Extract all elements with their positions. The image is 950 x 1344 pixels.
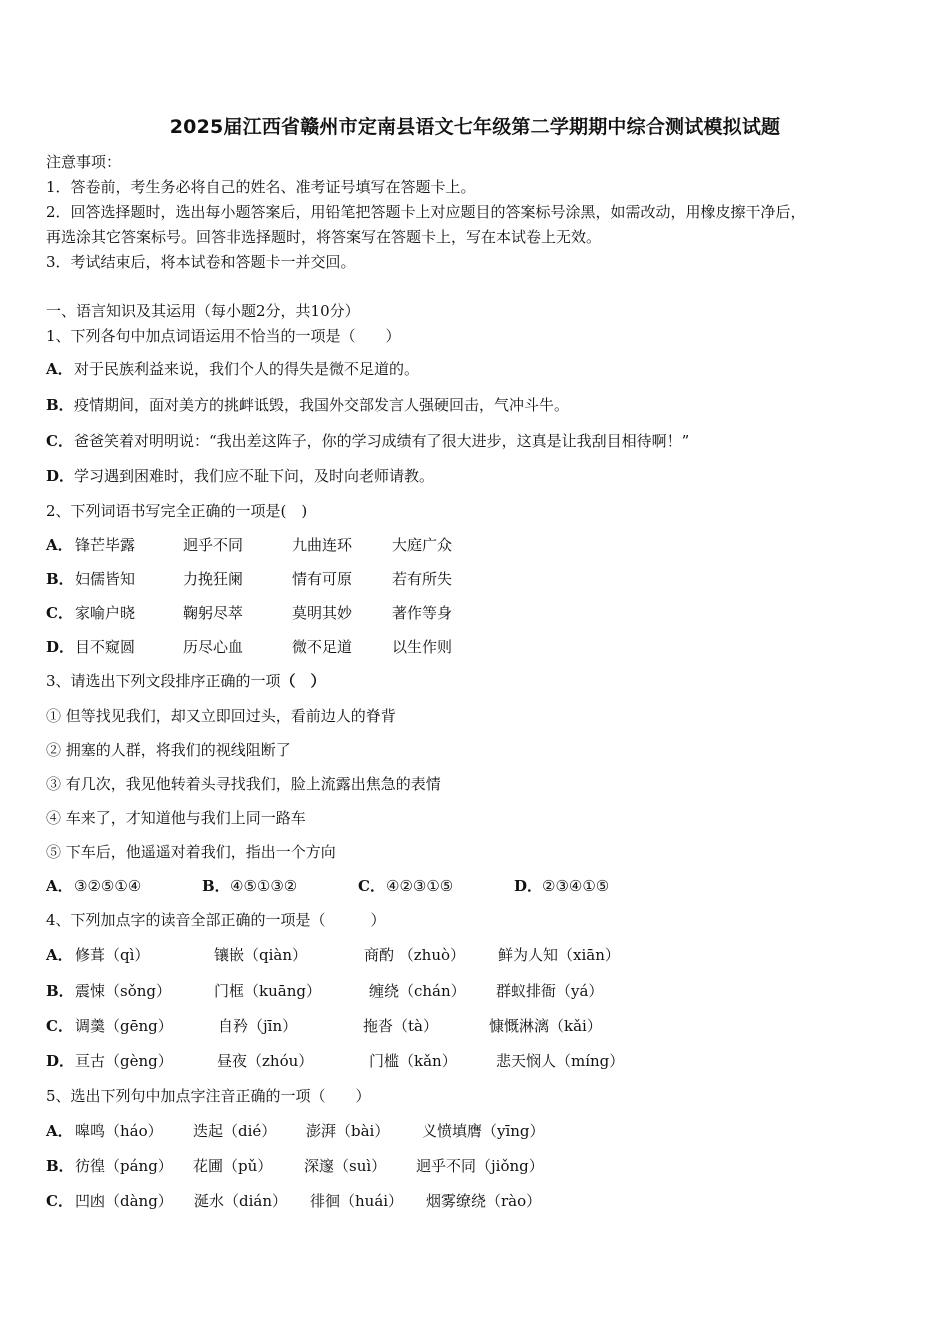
option-label: A． [46,536,73,554]
question-1-option-c [46,431,689,451]
option-label: D． [46,1052,75,1070]
word: 调羹（gēng） [75,1017,173,1035]
word: 目不窥圆 [75,638,136,656]
option-text: 爸爸笑着对明明说：“我出差这阵子，你的学习成绩有了很大进步，这真是让我刮目相待啊！” [74,432,690,450]
question-3-option-a [46,876,141,896]
word: 门框（kuāng） [214,982,321,1000]
question-2-option-c [46,603,74,623]
word: 缠绕（chán） [369,982,466,1000]
word: 莫明其妙 [292,604,353,622]
option-label: B． [46,982,74,1000]
word: 九曲连环 [292,536,353,554]
option-label: A． [46,877,73,895]
option-text: 疫情期间，面对美方的挑衅诋毁，我国外交部发言人强硬回击，气冲斗牛。 [74,396,570,414]
word: 修葺（qì） [75,946,150,964]
question-5-option-c [46,1191,74,1211]
question-3-sentence-2: ② 拥塞的人群，将我们的视线阻断了 [46,741,291,759]
word: 嗥鸣（háo） [75,1122,163,1140]
option-label: C． [46,432,73,450]
word: 大庭广众 [392,536,453,554]
word: 义愤填膺（yīng） [422,1122,545,1140]
question-4-option-a [46,945,74,965]
option-label: A． [46,1122,73,1140]
notice-item-2-line-1: 2．回答选择题时，选出每小题答案后，用铅笔把答题卡上对应题目的答案标号涂黑，如需改动，用橡皮擦干净后， [46,203,806,221]
option-label: C． [46,604,73,622]
option-label: C． [46,1192,73,1210]
option-label: D． [514,877,543,895]
option-label: A． [46,946,73,964]
option-label: B． [46,1157,74,1175]
question-5-option-a [46,1121,74,1141]
question-3-sentence-3: ③ 有几次，我见他转着头寻找我们，脸上流露出焦急的表情 [46,775,441,793]
question-1-option-d [46,466,434,486]
question-1-option-b [46,395,569,415]
word: 著作等身 [392,604,453,622]
word: 彷徨（páng） [75,1157,173,1175]
word: 涎水（dián） [194,1192,288,1210]
word: 拖沓（tà） [363,1017,438,1035]
question-2-option-b [46,569,74,589]
question-3-option-c [358,876,453,896]
word: 情有可原 [292,570,353,588]
question-2-option-a [46,535,74,555]
word: 微不足道 [292,638,353,656]
question-3-sentence-5: ⑤ 下车后，他遥遥对着我们，指出一个方向 [46,843,336,861]
question-1-stem: 1、下列各句中加点词语运用不恰当的一项是（ ） [46,327,401,345]
word: 自矜（jīn） [218,1017,298,1035]
question-1-option-a [46,359,419,379]
word: 门槛（kǎn） [369,1052,457,1070]
question-3-sentence-1: ① 但等找见我们，却又立即回过头，看前边人的脊背 [46,707,396,725]
word: 花圃（pǔ） [193,1157,273,1175]
word: 澎湃（bài） [306,1122,390,1140]
question-4-option-b [46,981,74,1001]
option-label: B． [202,877,230,895]
option-label: C． [46,1017,73,1035]
word: 慷慨淋漓（kǎi） [489,1017,602,1035]
word: 亘古（gèng） [75,1052,173,1070]
word: 妇儒皆知 [75,570,136,588]
word: 昼夜（zhóu） [217,1052,314,1070]
word: 家喻户晓 [75,604,136,622]
word: 徘徊（huái） [310,1192,404,1210]
section-heading: 一、语言知识及其运用（每小题2分，共10分） [46,302,360,320]
word: 力挽狂阑 [183,570,244,588]
word: 迭起（dié） [193,1122,277,1140]
notice-item-3: 3．考试结束后，将本试卷和答题卡一并交回。 [46,253,356,271]
stem-text: 3、请选出下列文段排序正确的一项 [46,672,281,690]
page-title: 2025届江西省赣州市定南县语文七年级第二学期期中综合测试模拟试题 [169,116,781,138]
option-label: B． [46,396,74,414]
notice-item-1: 1．答卷前，考生务必将自己的姓名、准考证号填写在答题卡上。 [46,178,476,196]
option-label: D． [46,467,75,485]
option-text: ④②③①⑤ [386,877,454,895]
word: 深邃（suì） [304,1157,387,1175]
word: 迥乎不同 [183,536,244,554]
option-text: ③②⑤①④ [74,877,142,895]
word: 以生作则 [392,638,453,656]
word: 镶嵌（qiàn） [214,946,308,964]
option-text: 学习遇到困难时，我们应不耻下问，及时向老师请教。 [74,467,435,485]
word: 震悚（sǒng） [75,982,171,1000]
question-3-option-d [514,876,609,896]
word: 烟雾缭绕（rào） [426,1192,542,1210]
word: 群蚁排衙（yá） [496,982,604,1000]
question-2-option-d [46,637,74,657]
question-5-stem: 5、选出下列句中加点字注音正确的一项（ ） [46,1087,371,1105]
word: 鞠躬尽萃 [183,604,244,622]
word: 历尽心血 [183,638,244,656]
word: 商酌 （zhuò） [364,946,466,964]
question-4-option-d [46,1051,74,1071]
option-label: D． [46,638,75,656]
option-text: ④⑤①③② [230,877,298,895]
notice-heading: 注意事项： [46,153,122,171]
question-3-stem [46,671,326,691]
option-label: A． [46,360,73,378]
option-text: 对于民族利益来说，我们个人的得失是微不足道的。 [74,360,420,378]
question-3-option-b [202,876,297,896]
question-3-sentence-4: ④ 车来了，才知道他与我们上同一路车 [46,809,306,827]
option-label: C． [358,877,385,895]
stem-paren: （ ） [280,672,326,690]
question-2-stem: 2、下列词语书写完全正确的一项是( ) [46,502,308,520]
word: 若有所失 [392,570,453,588]
notice-item-2-line-2: 再选涂其它答案标号。回答非选择题时，将答案写在答题卡上，写在本试卷上无效。 [46,228,602,246]
word: 凹凼（dàng） [75,1192,173,1210]
question-4-stem: 4、下列加点字的读音全部正确的一项是（ ） [46,911,386,929]
option-label: B． [46,570,74,588]
question-4-option-c [46,1016,74,1036]
word: 鲜为人知（xiān） [498,946,620,964]
word: 锋芒毕露 [75,536,136,554]
word: 悲天悯人（míng） [496,1052,625,1070]
word: 迥乎不同（jiǒng） [416,1157,544,1175]
option-text: ②③④①⑤ [542,877,610,895]
question-5-option-b [46,1156,74,1176]
